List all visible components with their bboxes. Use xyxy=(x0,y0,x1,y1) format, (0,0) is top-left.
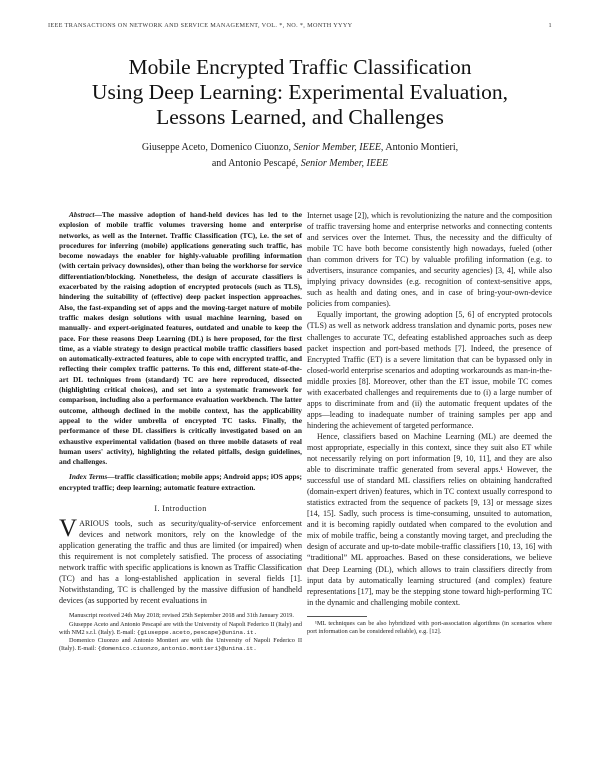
intro-paragraph-1-continued: Internet usage [2]), which is revolutionizing the nature and the composition of traffic traversing home and enterprise networks and connecting contents and services over the Internet. Thus, the necessity and the difficulty of mobile TC have both become consistently high nowadays, fueled (other than common drivers for TC) by valuable profiling information (e.g. to advertisers, insurance companies, and security agencies) [3, 4], while also implying privacy downsides (e.g. recognition of context-sensitive apps, such as health and dating ones, and in case of bring-your-own-device policies from companies). xyxy=(307,211,552,309)
intro-paragraph-1 xyxy=(59,515,302,606)
footnote-affiliation-2-text: Domenico Ciuonzo and Antonio Montieri are with the University of Napoli Federico II (Italy). E-mail: xyxy=(59,637,302,653)
abstract-label: Abstract xyxy=(69,210,95,219)
page-number: 1 xyxy=(548,22,552,29)
journal-name: IEEE TRANSACTIONS ON NETWORK AND SERVICE MANAGEMENT, VOL. *, NO. *, MONTH YYYY xyxy=(48,22,353,29)
author-names-1b: Antonio Montieri, xyxy=(385,142,459,153)
footnotes-right xyxy=(307,620,552,636)
intro-paragraph-3: Hence, classifiers based on Machine Learning (ML) are deemed the most appropriate, especially in this context, since they suit also ET while not necessarily relying on port information [9, 10, 11], and they are also able to discriminate traffic generated from several apps.¹ However, the successful use of standard ML classifiers relies on obtaining handcrafted (domain-expert driven) features, which in TC context usually correspond to statistics extracted from the sequence of packets [9, 13] or message sizes [14, 15]. Sadly, such process is time-consuming, unsuited to automation, and it is becoming rapidly outdated when compared to the evolution and mix of mobile traffic, being a constantly moving target, and precluding the design of accurate and up-to-date mobile-traffic classifiers [10, 13, 16] with “traditional” ML approaches. Based on these considerations, we believe that Deep Learning (DL), which allows to train classifiers directly from input data by automatically learning structured (and complex) feature representations [17], may be the stepping stone toward high-performing TC in the dynamic and challenging mobile context. xyxy=(307,431,552,607)
footnote-affiliation-1 xyxy=(59,621,302,637)
title-line-3: Lessons Learned, and Challenges xyxy=(156,105,444,129)
footnote-affiliation-1-text: Giuseppe Aceto and Antonio Pescapé are with the University of Napoli Federico II (Italy) and with NM2 s.r.l. (Italy). E-mail: xyxy=(59,620,302,636)
footnote-email-1: {giuseppe.aceto,pescape}@unina.it. xyxy=(136,628,258,636)
footnote-affiliation-2 xyxy=(59,637,302,653)
title-line-1: Mobile Encrypted Traffic Classification xyxy=(128,55,472,79)
footnote-rule xyxy=(307,616,367,617)
footnotes-left xyxy=(59,612,302,653)
abstract-text: —The massive adoption of hand-held devices has led to the explosion of mobile traffic volumes traversing home and enterprise networks, as well as the Internet. Traffic Classification (TC), i.e. the set of procedures for inferring (mobile) applications generating such traffic, has become nowadays the enabler for highly-valuable profiling information (with certain privacy downsides), other than being the workhorse for service differentiation/blocking. Nonetheless, the design of accurate classifiers is exacerbated by the raising adoption of encrypted protocols (such as TLS), hindering the suitability of (effective) deep packet inspection approaches. Also, the fast-expanding set of apps and the moving-target nature of mobile traffic makes design solutions with usual machine learning, based on manually- and expert-originated features, outdated and unable to keep the pace. For these reasons Deep Learning (DL) is here proposed, for the first time, as a viable strategy to design practical mobile traffic classifiers based on automatically-extracted features, able to cope with encrypted traffic, and reflecting their complex traffic patterns. To this end, different state-of-the-art DL techniques from (standard) TC are here reproduced, dissected (highlighting critical choices), and set into a systematic framework for comparison, including also a performance evaluation workbench. The latter outcome, although declined in the mobile context, has the applicability appeal to the wider umbrella of encrypted TC tasks. Finally, the performance of these DL classifiers is critically investigated based on an exhaustive experimental validation (based on three mobile datasets of real human users' activity), highlighting the related pitfalls, design guidelines, and challenges. xyxy=(59,210,302,467)
index-terms-label: Index Terms xyxy=(69,472,108,482)
author-line-2 xyxy=(40,156,560,172)
footnote-email-2: {domenico.ciuonzo,antonio.montieri}@unina.it. xyxy=(97,645,257,653)
running-head xyxy=(48,22,552,32)
index-terms-text: —traffic classification; mobile apps; Android apps; iOS apps; encrypted traffic; deep learning; automatic feature extraction. xyxy=(59,472,302,492)
footnote-received: Manuscript received 24th May 2018; revised 25th September 2018 and 31th January 2019. xyxy=(69,612,294,620)
left-column xyxy=(59,210,302,653)
author-role-2: Senior Member, IEEE xyxy=(300,158,389,169)
paper-title xyxy=(40,55,560,130)
author-names-1: Giuseppe Aceto, Domenico Ciuonzo, xyxy=(141,142,291,153)
author-line-1 xyxy=(40,140,560,156)
drop-cap: V xyxy=(59,515,78,543)
section-heading-introduction: I. Introduction xyxy=(154,504,207,514)
title-line-2: Using Deep Learning: Experimental Evaluation, xyxy=(91,80,509,104)
intro-paragraph-2: Equally important, the growing adoption [5, 6] of encrypted protocols (TLS) as well as network address translation and dynamic ports, poses new challenges to accurate TC, defeating established approaches such as deep packet inspection and port-based methods [7]. Indeed, the presence of Encrypted Traffic (ET) is a severe limitation that can be bypassed only in closed-world enterprise scenarios and adopting workarounds as man-in-the-middle proxies [8]. Moreover, other than the ET issue, mobile TC comes with exacerbated challenges and requirements due to (i) a large number of apps to discriminate from and (ii) the automatic frequent updates of the apps—leading to inadequate number of training samples per app and hindering the achievement of targeted performance. xyxy=(307,310,552,430)
author-names-2: and Antonio Pescapé, xyxy=(211,158,299,169)
index-terms xyxy=(59,472,302,493)
intro-paragraph-1-text: ARIOUS tools, such as security/quality-of-service enforcement devices and network monitors, rely on the knowledge of the application generating the traffic and thus are limited (or impaired) when this requirement is not completely satisfied. The process of associating network traffic with specific applications is known as Traffic Classification (TC) and has a long-established application in several fields [1]. Notwithstanding, TC is challenged by the massive diffusion of handheld devices (as supported by recent evaluations in xyxy=(59,519,302,606)
abstract xyxy=(59,210,302,467)
footnote-1: ¹ML techniques can be also hybridized with port-association algorithms (in scenarios where port information can be considered reliable), e.g. [12]. xyxy=(307,619,552,635)
author-role-1: Senior Member, IEEE, xyxy=(293,142,384,153)
right-column xyxy=(307,210,552,636)
author-list xyxy=(40,140,560,172)
